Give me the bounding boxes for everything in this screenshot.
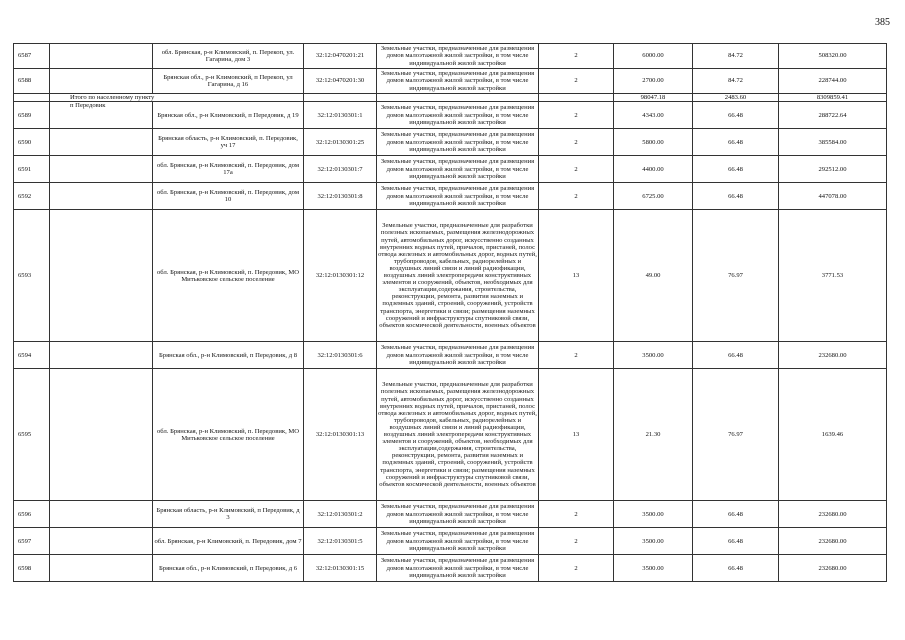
cadastral-value-cell: 288722.64	[779, 102, 887, 129]
unit-value-cell: 66.48	[693, 156, 779, 183]
area-cell: 3500.00	[614, 555, 693, 582]
cadastral-number-cell: 32:12:0130301:13	[304, 369, 377, 501]
address-cell: Брянская область, р-н Климовский, п. Передовик, уч 17	[153, 129, 304, 156]
cadastral-value-cell: 232680.00	[779, 501, 887, 528]
unit-value-cell: 66.48	[693, 129, 779, 156]
table-row	[14, 102, 887, 129]
table-row	[14, 129, 887, 156]
subtotal-price: 2483.60	[693, 94, 779, 102]
use-type-code-cell	[539, 94, 614, 102]
settlement-cell	[50, 156, 153, 183]
unit-value-cell: 66.48	[693, 501, 779, 528]
cadastral-value-cell: 292512.00	[779, 156, 887, 183]
use-type-code-cell: 2	[539, 342, 614, 369]
land-use-cell: Земельные участки, предназначенные для размещения домов малоэтажной жилой застройки, в том числе индивидуальной жилой застройки	[377, 342, 539, 369]
row-number: 6593	[14, 210, 50, 342]
land-use-cell: Земельные участки, предназначенные для разработки полезных ископаемых, размещения железнодорожных путей, автомобильных дорог, искусственно созданных внутренних водных путей, причалов, пристаней, полос отвода железных и автомобильных дорог, водных путей, трубопроводов, кабельных, радиорелейных и воздушных линий связи и линий радиофикации, воздушных линий электропередачи конструктивных элементов и сооружений, объектов, необходимых для эксплуатации,содержания, строительства, реконструкции, ремонта, развития наземных и подземных зданий, строений, сооружений, устройств транспорта, энергетики и связи; размещения наземных сооружений и инфраструктуры спутниковой связи, объектов космической деятельности, военных объектов	[377, 369, 539, 501]
settlement-cell	[50, 69, 153, 94]
cadastral-value-cell: 232680.00	[779, 555, 887, 582]
page-number: 385	[875, 17, 890, 28]
cadastral-value-cell: 1639.46	[779, 369, 887, 501]
cadastral-value-table	[13, 43, 887, 582]
use-type-code-cell: 2	[539, 501, 614, 528]
row-number: 6595	[14, 369, 50, 501]
area-cell: 4400.00	[614, 156, 693, 183]
settlement-cell	[50, 369, 153, 501]
use-type-code-cell: 2	[539, 156, 614, 183]
row-number: 6598	[14, 555, 50, 582]
row-number: 6596	[14, 501, 50, 528]
land-use-cell: Земельные участки, предназначенные для размещения домов малоэтажной жилой застройки, в том числе индивидуальной жилой застройки	[377, 528, 539, 555]
settlement-cell	[50, 528, 153, 555]
area-cell: 2700.00	[614, 69, 693, 94]
land-use-cell: Земельные участки, предназначенные для размещения домов малоэтажной жилой застройки, в том числе индивидуальной жилой застройки	[377, 129, 539, 156]
table-row	[14, 555, 887, 582]
table-row	[14, 69, 887, 94]
table-row	[14, 501, 887, 528]
cadastral-number-cell: 32:12:0130301:6	[304, 342, 377, 369]
table-row	[14, 369, 887, 501]
land-use-cell: Земельные участки, предназначенные для размещения домов малоэтажной жилой застройки, в том числе индивидуальной жилой застройки	[377, 183, 539, 210]
area-cell: 49.00	[614, 210, 693, 342]
land-use-cell: Земельные участки, предназначенные для размещения домов малоэтажной жилой застройки, в том числе индивидуальной жилой застройки	[377, 69, 539, 94]
unit-value-cell: 66.48	[693, 528, 779, 555]
settlement-cell	[50, 129, 153, 156]
unit-value-cell: 66.48	[693, 342, 779, 369]
subtotal-total: 8309859.41	[779, 94, 887, 102]
cadastral-number-cell: 32:12:0130301:12	[304, 210, 377, 342]
address-cell: обл. Брянская, р-н Климовский, п. Передовик, дом 7	[153, 528, 304, 555]
use-type-code-cell: 2	[539, 102, 614, 129]
unit-value-cell: 66.48	[693, 102, 779, 129]
area-cell: 3500.00	[614, 528, 693, 555]
row-number: 6587	[14, 44, 50, 69]
subtotal-row	[14, 94, 887, 102]
unit-value-cell: 66.48	[693, 555, 779, 582]
use-type-code-cell: 2	[539, 555, 614, 582]
row-number: 6589	[14, 102, 50, 129]
row-number: 6588	[14, 69, 50, 94]
address-cell: Брянская обл., р-н Климовский, п Перекоп, ул Гагарина, д 16	[153, 69, 304, 94]
cadastral-number-cell: 32:12:0130301:5	[304, 528, 377, 555]
cadastral-number-cell: 32:12:0470201:30	[304, 69, 377, 94]
row-number: 6590	[14, 129, 50, 156]
row-number: 6591	[14, 156, 50, 183]
subtotal-area: 98047.18	[614, 94, 693, 102]
unit-value-cell: 84.72	[693, 44, 779, 69]
cadastral-value-cell: 3771.53	[779, 210, 887, 342]
use-type-code-cell: 13	[539, 369, 614, 501]
subtotal-label: Итого по населенному пункту	[50, 94, 304, 102]
cadastral-value-cell: 447078.00	[779, 183, 887, 210]
unit-value-cell: 76.97	[693, 210, 779, 342]
address-cell: обл. Брянская, р-н Климовский, п. Передовик, МО Митьковское сельское поселение	[153, 210, 304, 342]
area-cell: 6000.00	[614, 44, 693, 69]
cadastral-number-cell: 32:12:0130301:8	[304, 183, 377, 210]
unit-value-cell: 84.72	[693, 69, 779, 94]
area-cell: 3500.00	[614, 342, 693, 369]
row-number: 6594	[14, 342, 50, 369]
land-use-cell: Земельные участки, предназначенные для размещения домов малоэтажной жилой застройки, в том числе индивидуальной жилой застройки	[377, 44, 539, 69]
table-row	[14, 44, 887, 69]
land-use-cell: Земельные участки, предназначенные для разработки полезных ископаемых, размещения железнодорожных путей, автомобильных дорог, искусственно созданных внутренних водных путей, причалов, пристаней, полос отвода железных и автомобильных дорог, водных путей, трубопроводов, кабельных, радиорелейных и воздушных линий связи и линий радиофикации, воздушных линий электропередачи конструктивных элементов и сооружений, объектов, необходимых для эксплуатации,содержания, строительства, реконструкции, ремонта, развития наземных и подземных зданий, строений, сооружений, устройств транспорта, энергетики и связи; размещения наземных сооружений и инфраструктуры спутниковой связи, объектов космической деятельности, военных объектов	[377, 210, 539, 342]
cadastral-number-cell: 32:12:0130301:2	[304, 501, 377, 528]
row-number: 6592	[14, 183, 50, 210]
table-row	[14, 342, 887, 369]
address-cell: обл. Брянская, р-н Климовский, п. Передовик, дом 10	[153, 183, 304, 210]
table-row	[14, 156, 887, 183]
land-use-cell: Земельные участки, предназначенные для размещения домов малоэтажной жилой застройки, в том числе индивидуальной жилой застройки	[377, 555, 539, 582]
row-number: 6597	[14, 528, 50, 555]
cadastral-value-cell: 232680.00	[779, 528, 887, 555]
land-use-cell: Земельные участки, предназначенные для размещения домов малоэтажной жилой застройки, в том числе индивидуальной жилой застройки	[377, 156, 539, 183]
table-row	[14, 210, 887, 342]
cadastral-number-cell: 32:12:0470201:21	[304, 44, 377, 69]
use-type-code-cell: 2	[539, 129, 614, 156]
address-cell: обл. Брянская, р-н Климовский, п. Передовик, дом 17а	[153, 156, 304, 183]
table-row	[14, 183, 887, 210]
table-row	[14, 528, 887, 555]
settlement-cell	[50, 44, 153, 69]
cadastral-value-cell: 385584.00	[779, 129, 887, 156]
cadastral-number-cell: 32:12:0130301:15	[304, 555, 377, 582]
use-type-code-cell: 2	[539, 44, 614, 69]
address-cell: обл. Брянская, р-н Климовский, п. Передовик, МО Митьковское сельское поселение	[153, 369, 304, 501]
land-use-cell: Земельные участки, предназначенные для размещения домов малоэтажной жилой застройки, в том числе индивидуальной жилой застройки	[377, 501, 539, 528]
row-number	[14, 94, 50, 102]
cadastral-value-cell: 228744.00	[779, 69, 887, 94]
address-cell: Брянская обл., р-н Климовский, п Передовик, д 8	[153, 342, 304, 369]
settlement-cell	[50, 555, 153, 582]
use-type-code-cell: 2	[539, 528, 614, 555]
settlement-cell	[50, 183, 153, 210]
settlement-cell	[50, 501, 153, 528]
area-cell: 21.30	[614, 369, 693, 501]
use-type-code-cell: 2	[539, 69, 614, 94]
cadastral-value-cell: 508320.00	[779, 44, 887, 69]
cadastral-number-cell: 32:12:0130301:1	[304, 102, 377, 129]
settlement-cell	[50, 210, 153, 342]
settlement-cell	[50, 342, 153, 369]
land-use-cell: Земельные участки, предназначенные для размещения домов малоэтажной жилой застройки, в том числе индивидуальной жилой застройки	[377, 102, 539, 129]
area-cell: 6725.00	[614, 183, 693, 210]
use-type-code-cell: 2	[539, 183, 614, 210]
address-cell: Брянская обл., р-н Климовский, п Передовик, д 6	[153, 555, 304, 582]
cadastral-number-cell: 32:12:0130301:7	[304, 156, 377, 183]
use-type-code-cell: 13	[539, 210, 614, 342]
cadastral-number-cell: 32:12:0130301:25	[304, 129, 377, 156]
unit-value-cell: 76.97	[693, 369, 779, 501]
address-cell: обл. Брянская, р-н Климовский, п. Перекоп, ул. Гагарина, дом 3	[153, 44, 304, 69]
cadastral-number-cell	[304, 94, 377, 102]
area-cell: 5800.00	[614, 129, 693, 156]
unit-value-cell: 66.48	[693, 183, 779, 210]
area-cell: 4343.00	[614, 102, 693, 129]
cadastral-value-cell: 232680.00	[779, 342, 887, 369]
address-cell: Брянская обл., р-н Климовский, п Передовик, д 19	[153, 102, 304, 129]
land-use-cell	[377, 94, 539, 102]
settlement-label: п Передовик	[50, 102, 153, 129]
area-cell: 3500.00	[614, 501, 693, 528]
address-cell: Брянская область, р-н Климовский, п Передовик, д 3	[153, 501, 304, 528]
